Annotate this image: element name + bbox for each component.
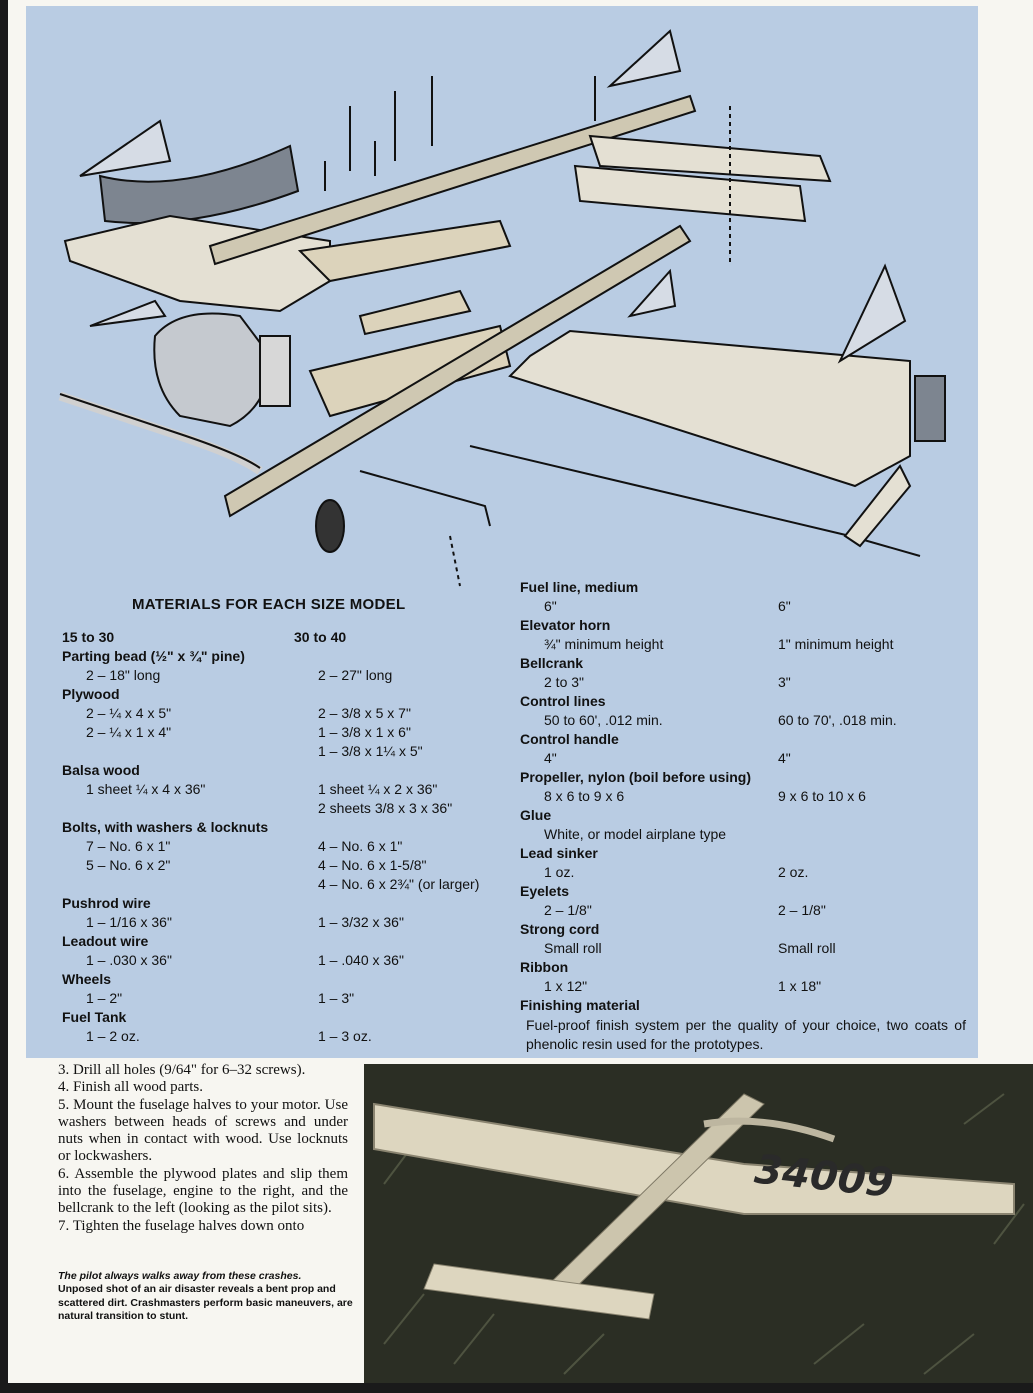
small-fin-left [90,301,165,326]
right-material-item-large: 9 x 6 to 10 x 6 [778,788,866,804]
left-material-item: 5 – No. 6 x 2" [86,857,171,873]
right-material-item: 2 – 1/8" [544,902,592,918]
left-material-spacer [294,685,514,704]
fuel-tank [260,336,290,406]
mesh-square [915,376,945,441]
left-material-spacer [294,894,514,913]
left-material-heading: Parting bead (½" x ¾" pine) [62,648,245,664]
left-material-item-large: 2 – 3/8 x 5 x 7" [318,705,411,721]
left-material-item: 2 – 18" long [86,667,161,683]
right-material-heading: Control lines [520,693,606,709]
right-material-item: 6" [544,598,557,614]
left-material-item-large: 2 – 27" long [318,667,393,683]
right-material-spacer [754,920,964,939]
fin-triangle-top-left [80,121,170,176]
engine [154,314,270,427]
left-material-item: 1 – 1/16 x 36" [86,914,172,930]
right-material-item-large: 6" [778,598,791,614]
left-material-spacer [294,932,514,951]
right-material-spacer [754,578,964,597]
left-material-item: 1 sheet ¼ x 4 x 36" [86,781,206,797]
materials-title: MATERIALS FOR EACH SIZE MODEL [132,596,406,613]
right-material-item-large: 1 x 18" [778,978,822,994]
right-material-item: 8 x 6 to 9 x 6 [544,788,625,804]
left-material-heading: Wheels [62,971,112,987]
left-material-item-large: 1 – 3/8 x 1¼ x 5" [318,743,423,759]
right-material-heading: Glue [520,807,552,823]
right-material-heading: Strong cord [520,921,600,937]
right-material-spacer [754,844,964,863]
crash-photo-drawing [364,1064,1033,1383]
right-material-heading: Eyelets [520,883,570,899]
right-material-item-large: 60 to 70', .018 min. [778,712,897,728]
finishing-material-text: Fuel-proof finish system per the quality of your choice, two coats of phenolic resin used for the prototypes. [526,1017,966,1052]
left-material-item [62,742,292,761]
fin-triangle-right [840,266,905,361]
left-material-spacer [294,761,514,780]
right-material-item: ¾" minimum height [544,636,664,652]
right-material-spacer [754,654,964,673]
left-material-heading: Fuel Tank [62,1009,127,1025]
right-material-item: Small roll [544,940,602,956]
step-7: 7. Tighten the fuselage halves down onto [58,1217,305,1234]
left-material-heading: Pushrod wire [62,895,151,911]
left-material-item: 2 – ¼ x 1 x 4" [86,724,172,740]
left-material-heading: Leadout wire [62,933,149,949]
right-material-item: 2 to 3" [544,674,584,690]
size-header-15-30: 15 to 30 [62,629,115,645]
caption-body: Unposed shot of an air disaster reveals a bent prop and scattered dirt. Crashmasters perform basic maneuvers, are natural transition to stunt. [58,1283,353,1323]
right-material-spacer [754,730,964,749]
right-material-heading: Ribbon [520,959,569,975]
left-material-item-large: 4 – No. 6 x 1-5/8" [318,857,427,873]
assembly-steps [58,1062,348,1235]
left-material-item [62,875,292,894]
right-material-heading: Finishing material [520,997,640,1013]
right-material-heading: Control handle [520,731,619,747]
right-material-spacer [754,616,964,635]
left-material-item-large: 2 sheets 3/8 x 3 x 36" [318,800,453,816]
right-material-item-large: Small roll [778,940,836,956]
left-material-item: 2 – ¼ x 4 x 5" [86,705,172,721]
right-material-item-large [754,825,964,844]
left-material-item-large: 1 – 3 oz. [318,1028,372,1044]
left-material-item [62,799,292,818]
step-3: 3. Drill all holes (9/64" for 6–32 screws). [58,1062,306,1078]
right-material-item-large: 1" minimum height [778,636,894,652]
left-material-spacer [294,970,514,989]
right-material-spacer [754,692,964,711]
photo-caption [58,1270,358,1324]
left-material-item-large: 1 sheet ¼ x 2 x 36" [318,781,438,797]
plywood-plate-small [360,291,470,334]
right-material-spacer [754,996,964,1015]
left-material-item-large: 1 – 3/8 x 1 x 6" [318,724,411,740]
plywood-plate-upper [300,221,510,281]
left-material-item-large: 4 – No. 6 x 1" [318,838,403,854]
right-material-item: 1 oz. [544,864,575,880]
left-material-item: 1 – .030 x 36" [86,952,172,968]
page-edge-left [0,0,8,1393]
right-material-heading: Elevator horn [520,617,611,633]
left-material-item: 1 – 2 oz. [86,1028,140,1044]
step-5: 5. Mount the fuselage halves to your motor. Use washers between heads of screws and under nuts when in contact with wood. Use locknuts or lockwashers. [58,1096,348,1165]
left-material-spacer [294,1008,514,1027]
wing-number: 34009 [752,1146,896,1207]
right-material-item-large: 2 – 1/8" [778,902,826,918]
right-material-heading: Lead sinker [520,845,598,861]
exploded-airplane-diagram [30,16,970,596]
right-material-item: 4" [544,750,557,766]
left-material-item-large: 4 – No. 6 x 2¾" (or larger) [318,876,480,892]
left-material-item: 7 – No. 6 x 1" [86,838,171,854]
left-material-spacer [294,647,514,666]
left-material-heading: Plywood [62,686,120,702]
caption-lead: The pilot always walks away from these crashes. [58,1270,302,1282]
right-material-spacer [754,882,964,901]
left-material-item-large: 1 – 3/32 x 36" [318,914,404,930]
left-material-heading: Bolts, with washers & locknuts [62,819,269,835]
right-material-spacer [754,806,964,825]
left-material-item-large: 1 – .040 x 36" [318,952,404,968]
right-material-item-large: 2 oz. [778,864,809,880]
pushrod [360,471,490,526]
right-materials-col-a [520,578,760,1015]
fin-triangle-top-right [610,31,680,86]
left-material-item: 1 – 2" [86,990,123,1006]
page-edge-bottom [0,1383,1033,1393]
right-material-item: White, or model airplane type [544,826,727,842]
right-material-item-large: 4" [778,750,791,766]
step-6: 6. Assemble the plywood plates and slip them into the fuselage, engine to the right, and the bellcrank to the left (looking as the pilot sits). [58,1165,348,1217]
right-material-heading: Propeller, nylon (boil before using) [520,769,752,785]
wheel [316,500,344,552]
left-material-spacer [294,818,514,837]
right-material-heading: Bellcrank [520,655,584,671]
step-4: 4. Finish all wood parts. [58,1079,203,1096]
left-material-heading: Balsa wood [62,762,140,778]
right-material-item: 1 x 12" [544,978,588,994]
size-header-30-40: 30 to 40 [294,629,347,645]
left-material-item-large: 1 – 3" [318,990,355,1006]
right-material-item-large: 3" [778,674,791,690]
left-materials-col-b [294,628,514,1046]
right-material-spacer [754,958,964,977]
right-material-spacer [754,768,964,787]
right-material-heading: Fuel line, medium [520,579,639,595]
left-materials-col-a [62,628,292,1046]
right-material-item: 50 to 60', .012 min. [544,712,663,728]
dash-guide-2 [450,536,460,586]
small-fin-middle [630,271,675,316]
right-materials-col-b [754,578,964,1015]
crash-photo [364,1064,1033,1383]
